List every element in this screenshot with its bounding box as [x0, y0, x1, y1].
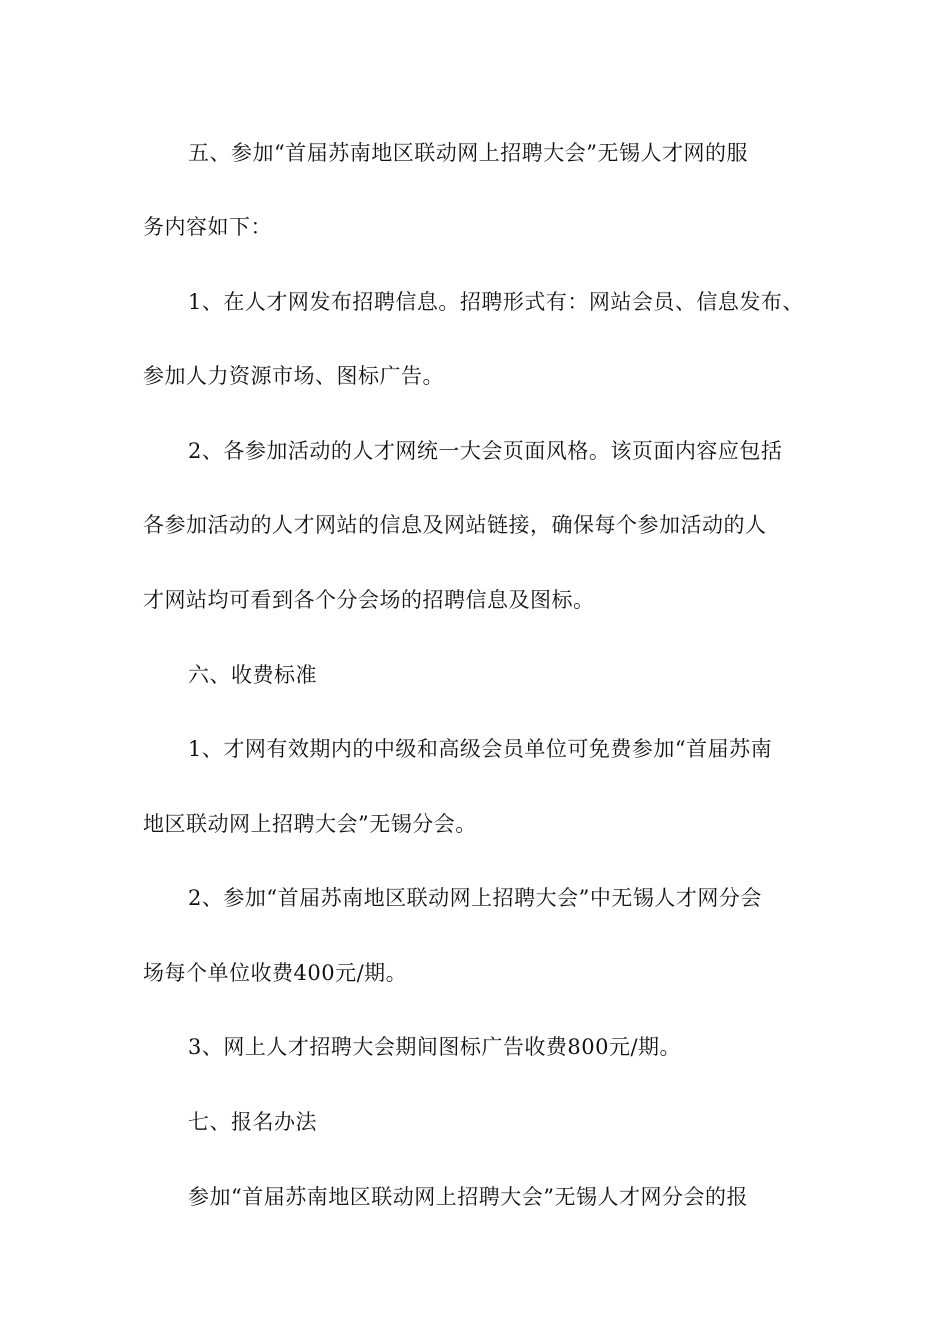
section-6-heading: 六、收费标准: [188, 663, 317, 687]
section-5-heading-line-2: 务内容如下：: [143, 215, 272, 239]
registration-paragraph-line-1: 参加“首届苏南地区联动网上招聘大会”无锡人才网分会的报: [188, 1185, 748, 1209]
section-7-heading: 七、报名办法: [188, 1110, 317, 1134]
item-2-line-3: 才网站均可看到各个分会场的招聘信息及图标。: [143, 588, 595, 612]
item-2-line-1: 2、各参加活动的人才网统一大会页面风格。该页面内容应包括: [188, 439, 783, 463]
fee-item-3: 3、网上人才招聘大会期间图标广告收费800元/期。: [188, 1035, 682, 1059]
item-1-line-1: 1、在人才网发布招聘信息。招聘形式有：网站会员、信息发布、: [188, 290, 804, 314]
section-5-heading-line-1: 五、参加“首届苏南地区联动网上招聘大会”无锡人才网的服: [188, 141, 748, 165]
fee-item-2-line-2: 场每个单位收费400元/期。: [143, 961, 408, 985]
fee-item-1-line-1: 1、才网有效期内的中级和高级会员单位可免费参加“首届苏南: [188, 737, 773, 761]
item-2-line-2: 各参加活动的人才网站的信息及网站链接，确保每个参加活动的人: [143, 513, 767, 537]
fee-item-2-line-1: 2、参加“首届苏南地区联动网上招聘大会”中无锡人才网分会: [188, 886, 762, 910]
item-1-line-2: 参加人力资源市场、图标广告。: [143, 364, 444, 388]
fee-item-1-line-2: 地区联动网上招聘大会”无锡分会。: [143, 812, 477, 836]
